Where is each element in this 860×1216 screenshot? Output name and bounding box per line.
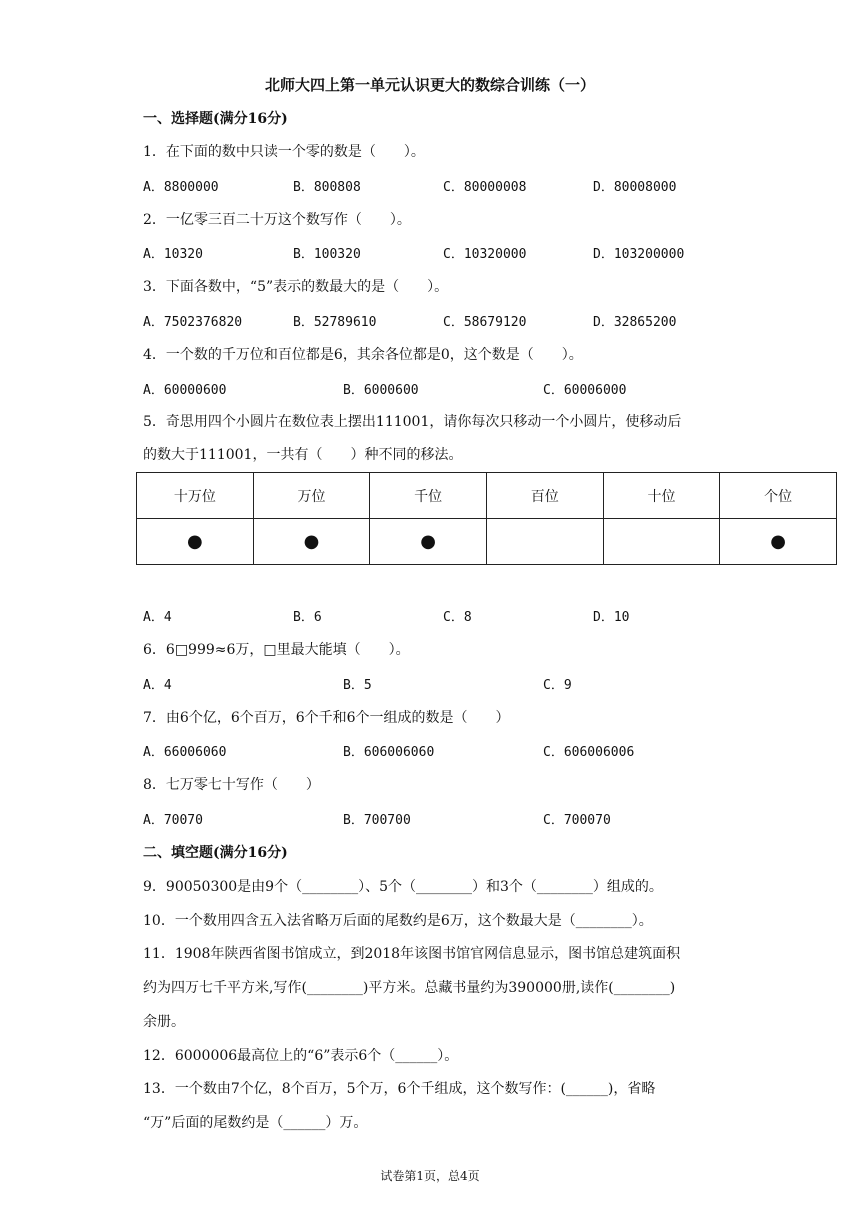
question-8: 8．七万零七十写作（ ） — [143, 777, 320, 793]
q7-option-b: B．606006060 — [343, 745, 435, 760]
q7-option-c: C．606006006 — [543, 745, 635, 760]
q5-option-c: C．8 — [443, 610, 472, 625]
counter-cell-tens — [603, 519, 720, 565]
question-12: 12．6000006最高位上的“6”表示6个（______）。 — [143, 1048, 459, 1064]
q7-option-a: A．66006060 — [143, 745, 227, 760]
q5-option-b: B．6 — [293, 610, 322, 625]
q8-option-a: A．70070 — [143, 813, 203, 828]
place-header-hundred-thousands: 十万位 — [137, 473, 254, 519]
q4-option-c: C．60006000 — [543, 383, 627, 398]
page-title: 北师大四上第一单元认识更大的数综合训练（一） — [264, 76, 595, 94]
question-5-line-1: 5．奇思用四个小圆片在数位表上摆出111001，请你每次只移动一个小圆片，使移动后 — [143, 414, 682, 430]
place-value-header-row — [137, 473, 837, 519]
question-11-line-3: 余册。 — [143, 1014, 185, 1030]
q4-option-a: A．60000600 — [143, 383, 227, 398]
q5-option-d: D．10 — [593, 610, 630, 625]
question-1: 1．在下面的数中只读一个零的数是（ ）。 — [143, 144, 425, 160]
counter-cell-ones: ● — [720, 519, 837, 565]
q6-option-b: B．5 — [343, 678, 372, 693]
place-header-ones: 个位 — [720, 473, 837, 519]
q1-option-a: A．8800000 — [143, 180, 219, 195]
q8-option-c: C．700070 — [543, 813, 611, 828]
place-value-counter-row — [137, 519, 837, 565]
page-footer: 试卷第1页，总4页 — [380, 1169, 480, 1183]
question-3: 3．下面各数中，“5”表示的数最大的是（ ）。 — [143, 279, 449, 295]
counter-cell-thousands: ● — [370, 519, 487, 565]
q2-option-a: A．10320 — [143, 247, 203, 262]
place-header-tens: 十位 — [603, 473, 720, 519]
q2-option-c: C．10320000 — [443, 247, 527, 262]
place-value-table — [136, 472, 837, 565]
q1-option-c: C．80000008 — [443, 180, 527, 195]
q3-option-a: A．7502376820 — [143, 315, 243, 330]
q1-option-d: D．80008000 — [593, 180, 677, 195]
section-fill-heading: 二、填空题(满分16分) — [143, 845, 288, 861]
place-header-hundreds: 百位 — [486, 473, 603, 519]
q5-option-a: A．4 — [143, 610, 172, 625]
question-6: 6．6□999≈6万，□里最大能填（ ）。 — [143, 642, 410, 658]
question-11-line-1: 11．1908年陕西省图书馆成立，到2018年该图书馆官网信息显示，图书馆总建筑面积 — [143, 946, 681, 962]
question-7: 7．由6个亿，6个百万，6个千和6个一组成的数是（ ） — [143, 710, 510, 726]
question-13-line-2: “万”后面的尾数约是（______）万。 — [143, 1115, 368, 1131]
question-2: 2．一亿零三百二十万这个数写作（ ）。 — [143, 212, 411, 228]
question-13-line-1: 13．一个数由7个亿，8个百万，5个万，6个千组成，这个数写作：(______)，省略 — [143, 1081, 656, 1097]
question-4: 4．一个数的千万位和百位都是6，其余各位都是0，这个数是（ ）。 — [143, 347, 583, 363]
section-choice-heading: 一、选择题(满分16分) — [143, 111, 288, 127]
q6-option-a: A．4 — [143, 678, 172, 693]
counter-cell-hundreds — [486, 519, 603, 565]
question-5-line-2: 的数大于111001，一共有（ ）种不同的移法。 — [143, 447, 463, 463]
place-header-thousands: 千位 — [370, 473, 487, 519]
place-header-ten-thousands: 万位 — [253, 473, 370, 519]
counter-cell-hundred-thousands: ● — [137, 519, 254, 565]
question-11-line-2: 约为四万七千平方米,写作(________)平方米。总藏书量约为390000册,读作(________) — [143, 980, 676, 996]
q2-option-b: B．100320 — [293, 247, 361, 262]
q4-option-b: B．6000600 — [343, 383, 419, 398]
q1-option-b: B．800808 — [293, 180, 361, 195]
q3-option-c: C．58679120 — [443, 315, 527, 330]
q6-option-c: C．9 — [543, 678, 572, 693]
q2-option-d: D．103200000 — [593, 247, 685, 262]
q3-option-d: D．32865200 — [593, 315, 677, 330]
counter-cell-ten-thousands: ● — [253, 519, 370, 565]
q8-option-b: B．700700 — [343, 813, 411, 828]
question-9: 9．90050300是由9个（________）、5个（________）和3个（________）组成的。 — [143, 879, 663, 895]
question-10: 10．一个数用四含五入法省略万后面的尾数约是6万，这个数最大是（________）。 — [143, 913, 653, 929]
q3-option-b: B．52789610 — [293, 315, 377, 330]
